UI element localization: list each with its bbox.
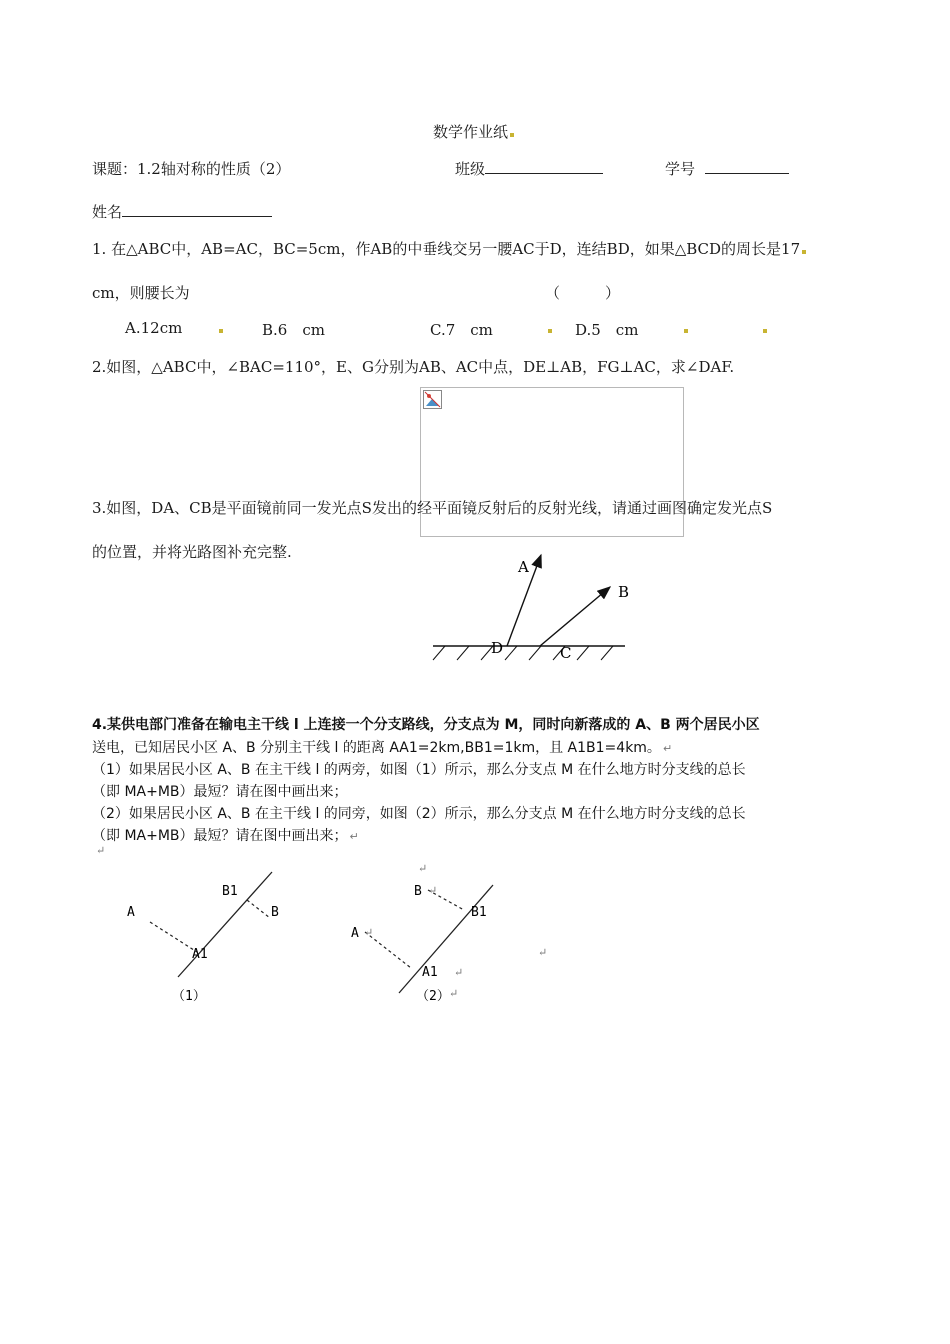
return-mark: ↵: [418, 862, 428, 875]
name-field: 姓名: [92, 201, 272, 222]
main-line-l: [399, 885, 493, 993]
fig1-label-b1: B1: [222, 884, 238, 899]
label-b: B: [618, 583, 630, 601]
fig2-caption: （2）: [416, 989, 450, 1004]
fig2-label-b1: B1: [471, 905, 487, 920]
q1-option-c: C.7 cm: [430, 321, 493, 339]
fig2-label-b: B: [414, 884, 422, 899]
q3-text-line1: 3.如图，DA、CB是平面镜前同一发光点S发出的经平面镜反射后的反射光线，请通过画图确定发光点S: [92, 499, 773, 517]
return-mark: ↵: [96, 844, 106, 857]
label-a: A: [518, 558, 529, 576]
q4-line6: （即 MA+MB）最短？请在图中画出来； ↵: [92, 828, 359, 844]
q1-option-b: B.6 cm: [262, 321, 325, 339]
label-d: D: [491, 639, 504, 657]
fig2-label-a: A: [351, 926, 359, 941]
fig1-label-a: A: [127, 905, 135, 920]
return-mark: ↵: [364, 926, 374, 939]
return-mark: ↵: [449, 987, 459, 1000]
return-mark: ↵: [454, 966, 464, 979]
page-title: 数学作业纸: [433, 121, 514, 142]
q4-figure-1: [110, 860, 310, 1010]
topic-line: 课题：1.2轴对称的性质（2）: [92, 160, 291, 178]
q1-option-a: A.12cm: [125, 319, 183, 337]
q4-line2: 送电，已知居民小区 A、B 分别主干线 l 的距离 AA1=2km,BB1=1km，且 A1B1=4km。 ↵: [92, 740, 673, 756]
q1-option-d: D.5 cm: [575, 321, 639, 339]
q1-text-line1: 1. 在△ABC中，AB=AC，BC=5cm，作AB的中垂线交另一腰AC于D，连结BD，如果△BCD的周长是17: [92, 238, 806, 259]
student-no-field: 学号: [665, 158, 789, 179]
label-c: C: [560, 644, 572, 662]
broken-image-icon: [423, 390, 443, 410]
q3-text-line2: 的位置，并将光路图补充完整.: [92, 543, 292, 561]
fig1-label-b: B: [271, 905, 279, 920]
q4-line5: （2）如果居民小区 A、B 在主干线 l 的同旁，如图（2）所示，那么分支点 M 在什么地方时分支线的总长: [92, 806, 746, 822]
class-field: 班级: [455, 158, 603, 179]
q3-mirror-figure: [415, 548, 635, 668]
q1-text-line2: cm，则腰长为: [92, 284, 190, 302]
q4-line3: （1）如果居民小区 A、B 在主干线 l 的两旁，如图（1）所示，那么分支点 M 在什么地方时分支线的总长: [92, 762, 746, 778]
segment-aa1: [150, 922, 197, 952]
return-mark: ↵: [428, 884, 438, 897]
fig1-caption: （1）: [172, 989, 206, 1004]
q2-text: 2.如图，△ABC中，∠BAC=110°，E、G分别为AB、AC中点，DE⊥AB，FG⊥AC，求∠DAF.: [92, 358, 735, 376]
q4-line4: （即 MA+MB）最短？请在图中画出来；: [92, 784, 348, 800]
mirror-hatching: [433, 646, 613, 660]
segment-bb1: [247, 900, 270, 918]
q4-line1: 4.某供电部门准备在输电主干线 l 上连接一个分支路线，分支点为 M，同时向新落成的 A、B 两个居民小区: [92, 717, 760, 733]
return-mark: ↵: [538, 946, 548, 959]
fig1-label-a1: A1: [192, 947, 208, 962]
ray-cb: [540, 587, 610, 646]
q1-answer-paren: （ ）: [545, 284, 621, 302]
fig2-label-a1: A1: [422, 965, 438, 980]
